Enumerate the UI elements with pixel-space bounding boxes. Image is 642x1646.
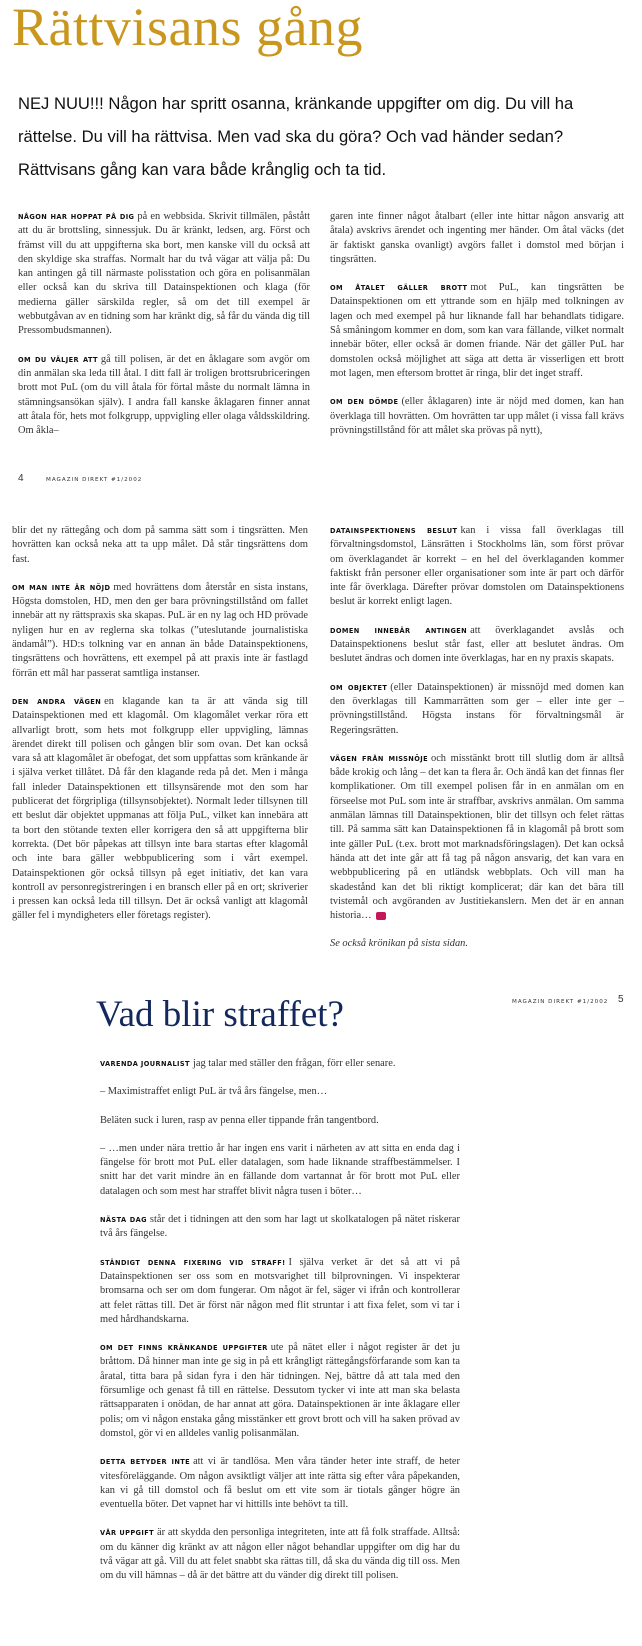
paragraph-text: på en webbsida. Skrivit tillmälen, påstått att du är brottsling, sinnessjuk. Du är kränkt, ledsen, arg. Först och främst vill du att uppgifterna ska bort, men kanske vill du också att den skyldige ska straffas. Normalt har du två vägar att välja på: Du kan antingen gå till närmaste polisstation och göra en polisanmälan eller också kan du skriva till Datainspektionen och klaga (för medierna gäller särskilda regler, så om det till exempel är webbutgåvan av en tidning som har kränkt dig, så får du vända dig till Pressombudsmannen). bbox=[18, 211, 310, 337]
page-number: 4 bbox=[18, 473, 24, 484]
paragraph-text: en klagande kan ta är att vända sig till Datainspektionen med ett klagomål. Om klagomålet verkar röra ett allvarligt brott, som hets mot folkgrupp eller uppvigling, lämnas ärendet direkt till polisen och gången blir som ovan. Det kan också vara så att klagomålet är obefogat, det som uppfattas som kränkande är i själva verket tillåtet. Då får den klagande reda på det. Men i många fall inleder Datainspektionen ett tillsynsärende mot den som har publicerat det förgripliga (tillsynsobjektet). Normalt leder tillsynen till ett beslut där objektet uppmanas att följa PuL, vilket kan innebära att ta bort den stötande texten eller korrigera den så att uppgifterna blir korrekta. (Det bör påpekas att tillsyn inte bara startas efter klagomål och inte bara gäller webbpublicering som i vårt exempel. Datainspektionen gör också tillsyn på eget initiativ, det kan vara kontroll av personregistreringen i en bransch eller på en ort; skriverier i pressen kan också leda till tillsyn. Det är också vanligt att klagomål gäller fel i myndigheters eller företags register). bbox=[12, 695, 308, 922]
paragraph-lead: NÅGON HAR HOPPAT PÅ DIG bbox=[18, 213, 135, 221]
straff-title: Vad blir straffet? bbox=[96, 994, 344, 1035]
paragraph-text: I själva verket är det så att vi på Datainspektionen ser oss som en motsvarighet till bilprovningen. Vi inspekterar bromsarna och ser om dom fungerar. Om något är fel, säger vi ifrån och kontrollerar att felet rättas till. Det är först när någon med flit struntar i att fixa felet, som vi tar i med hårdhandskarna. bbox=[100, 1256, 461, 1325]
paragraph-text: – Maximistraffet enligt PuL är två års fängelse, men… bbox=[100, 1086, 328, 1098]
paragraph-text: ute på nätet eller i något register är det ju bråttom. Då hinner man inte ge sig in på ett krångligt rättegångsförfarande som kan ta åratal, titta bara på sidan fyra i den här tidningen. Nej, bättre då att tala med den försumlige och genast få till en rättelse. Dessutom tycker vi inte att man ska belasta rättsapparaten i onödan, de har annat att göra. Datainspektionen är inte åklagare eller polis; om vi någon enstaka gång misstänker ett grovt brott och vill ha saken prövad av domstol, gör vi en alldeles vanlig polisanmälan. bbox=[100, 1342, 460, 1439]
paragraph-lead: DETTA BETYDER INTE bbox=[100, 1458, 191, 1467]
paragraph-text: med hovrättens dom återstår en sista instans, Högsta domstolen, HD, men den ger bara prövningstillstånd om fallet innebär att ny rättspraxis ska skapas. PuL är en ny lag och HD prövade nyligen hur en av reglerna ska tolkas (”uteslutande journalistiska ändamål”). HD:s tolkning var en annan än både Datainspektionens, tingsrättens och hovrättens, ett exempel på att praxis inte är fastlagd förrän ett mål har passerat samtliga instanser. bbox=[12, 581, 309, 679]
paragraph bbox=[12, 524, 308, 567]
paragraph-text: att överklagandet avslås och Datainspektionens beslut står fast, eller att beslutet ändras. Om beslutet ändras och domen inte överklagas, har en ny praxis skapats. bbox=[330, 624, 624, 665]
magazine-end-icon bbox=[376, 912, 386, 920]
paragraph bbox=[100, 1341, 460, 1441]
paragraph-text: garen inte finner något åtalbart (eller inte hittar någon ansvarig att åtala) avskrivs ärendet och ingenting mer händer. Om åtal väcks (det är faktiskt ganska ovanligt) avgörs fallet i domstol med början i tingsrätten. bbox=[330, 211, 624, 265]
paragraph-lead: VÅR UPPGIFT bbox=[100, 1529, 155, 1538]
paragraph bbox=[100, 1256, 460, 1327]
paragraph-lead: STÄNDIGT DENNA FIXERING VID STRAFF! bbox=[100, 1258, 286, 1267]
article-title: Rättvisans gång bbox=[12, 0, 363, 57]
paragraph-text: jag talar med ställer den frågan, förr eller senare. bbox=[192, 1058, 396, 1069]
page-number: 5 bbox=[618, 994, 624, 1005]
paragraph-lead: DOMEN INNEBÄR ANTINGEN bbox=[330, 626, 468, 635]
paragraph bbox=[100, 1114, 460, 1128]
paragraph-text: och misstänkt brott till slutlig dom är alltså både krokig och lång – det kan ta flera år. Och ändå kan det finnas fler komplikationer. Om till exempel polisen får in en anmälan om en förseelse mot PuL som inte är straffbar, avskrivs anmälan. Om samma anmälan lämnas till Datainspektionen, blir det tillsyn och felet rättas till. På samma sätt kan Datainspektionen få in klagomål på brott som inte gäller PuL (t.ex. brott mot marknadsföringslagen). Det kan också hända att det inte går att få tag på någon ansvarig, det kan vara en webbpublicering på en utländsk webbplats. Och vill man ha skadestånd kan det bli riktigt komplicerat; där kan det bära till tvistemål och avgöranden av Justitiekanslern. Men det är en annan historia… bbox=[330, 752, 624, 922]
paragraph bbox=[100, 1213, 460, 1242]
paragraph-lead: VARENDA JOURNALIST bbox=[100, 1060, 190, 1068]
paragraph-lead: OM OBJEKTET bbox=[330, 683, 388, 692]
paragraph-text: att vi är tandlösa. Men våra tänder heter inte straff, de heter vitesföreläggande. Om någon avsiktligt väljer att inte rätta sig efter våra påpekanden, kan vi gå till domstol och få beslut om ett vite som är tiotals gånger högre än eventuella böter. Det vapnet har vi hittills inte behövt ta till. bbox=[100, 1456, 460, 1511]
straff-column bbox=[100, 1057, 460, 1584]
paragraph-lead: OM DU VÄLJER ATT bbox=[18, 355, 98, 364]
magazine-issue: MAGAZIN DIREKT #1/2002 bbox=[46, 477, 143, 483]
paragraph-text: (eller åklagaren) inte är nöjd med domen, kan han överklaga till hovrätten. Om hovrätten tar upp målet (i vissa fall krävs prövningstillstånd för att målet ska prövas på nytt), bbox=[330, 396, 625, 436]
paragraph bbox=[330, 624, 624, 667]
paragraph-text: kan i vissa fall överklagas till förvaltningsdomstol, Länsrätten i Stockholms län, som först prövar om överklagandet är korrekt – en hel del överklaganden kommer faktiskt från personer eller organisationer som inte är part och därför inte får överklaga. Därefter prövar domstolen om Datainspektionens beslut är korrekt enligt lagen. bbox=[330, 525, 624, 608]
footnote: Se också krönikan på sista sidan. bbox=[330, 938, 468, 950]
paragraph-text: Beläten suck i luren, rasp av penna eller tippande från tangentbord. bbox=[100, 1114, 379, 1126]
paragraph bbox=[330, 752, 624, 924]
paragraph-text: är att skydda den personliga integriteten, inte att få folk straffade. Alltså: om du känner dig kränkt av att någon eller något behandlar uppgifter om dig har du två vägar att gå. Vill du att felet snabbt ska rättas till, då ska du vända dig till oss. Men om du vill hämnas – då är det bättre att du vänder dig direkt till polisen. bbox=[100, 1527, 461, 1582]
paragraph-lead: OM ÅTALET GÄLLER BROTT bbox=[330, 284, 468, 293]
paragraph-lead: VÄGEN FRÅN MISSNÖJE bbox=[330, 754, 428, 763]
paragraph-lead: DEN ANDRA VÄGEN bbox=[12, 697, 102, 706]
straff-article bbox=[0, 990, 642, 1646]
paragraph bbox=[100, 1455, 460, 1512]
paragraph-text: gå till polisen, är det en åklagare som avgör om din anmälan ska leda till åtal. I ditt fall är troligen brottsrubriceringen brott mot PuL (om du vill åtala för förtal måste du normalt lämna in stämningsansökan själv). I andra fall kanske åklagaren finner annat att åtala för, hets mot folkgrupp, uppvigling eller olaga våldsskildring. Om åkla– bbox=[18, 353, 310, 437]
magazine-issue: MAGAZIN DIREKT #1/2002 bbox=[512, 999, 609, 1005]
paragraph-text: står det i tidningen att den som har lagt ut skolkatalogen på nätet riskerar två års fängelse. bbox=[100, 1214, 461, 1240]
paragraph-text: mot PuL, kan tingsrätten be Datainspektionen om ett yttrande som en hjälp med tolkningen av lagen och med exempel på hur liknande fall har behandlats tidigare. Så småningom kommer en dom, som kan vara fällande, vilket normalt innebär böter, eller också är domen friande. När det gäller PuL har domstolen också möjlighet att säga att detta är visserligen ett brott mot lagen, men eftersom brottet är ringa, blir det inget straff. bbox=[330, 282, 624, 379]
paragraph-lead: DATAINSPEKTIONENS BESLUT bbox=[330, 527, 458, 535]
paragraph bbox=[12, 695, 308, 924]
paragraph-text: (eller Datainspektionen) är missnöjd med domen kan den överklagas till Kammarrätten som ger – eller inte ger – prövningstillstånd. Högsta instans för förvaltningsmål är Regeringsrätten. bbox=[330, 681, 625, 736]
paragraph bbox=[330, 524, 624, 610]
paragraph bbox=[100, 1057, 460, 1071]
paragraph bbox=[12, 581, 308, 681]
paragraph-lead: OM MAN INTE ÄR NÖJD bbox=[12, 583, 111, 592]
paragraph-text: blir det ny rättegång och dom på samma sätt som i tingsrätten. Men hovrätten kan också neka att ta upp målet. Då står tingsrättens dom fast. bbox=[12, 525, 308, 565]
paragraph bbox=[100, 1526, 460, 1583]
article-ingress: NEJ NUU!!! Någon har spritt osanna, kränkande uppgifter om dig. Du vill ha rättelse. Du vill ha rättvisa. Men vad ska du göra? Och vad händer sedan? Rättvisans gång kan vara både krånglig och ta tid. bbox=[18, 94, 574, 179]
page5-right-column bbox=[330, 524, 624, 952]
paragraph-lead: NÄSTA DAG bbox=[100, 1216, 147, 1225]
page5-left-column bbox=[12, 524, 308, 924]
paragraph-lead: OM DET FINNS KRÄNKANDE UPPGIFTER bbox=[100, 1344, 268, 1353]
paragraph-lead: OM DEN DÖMDE bbox=[330, 398, 399, 407]
paragraph-text: – …men under nära trettio år har ingen ens varit i närheten av att sitta en enda dag i fängelse för brott mot PuL eller datalagen, som hade liknande straffbestämmelser. I snitt har det varit mindre än en fällande dom vartannat år för brott mot PuL eller datalagen och som mest har straffet blivit några tusen i böter… bbox=[100, 1142, 460, 1197]
paragraph bbox=[100, 1142, 460, 1199]
paragraph bbox=[330, 681, 624, 738]
paragraph bbox=[100, 1085, 460, 1099]
